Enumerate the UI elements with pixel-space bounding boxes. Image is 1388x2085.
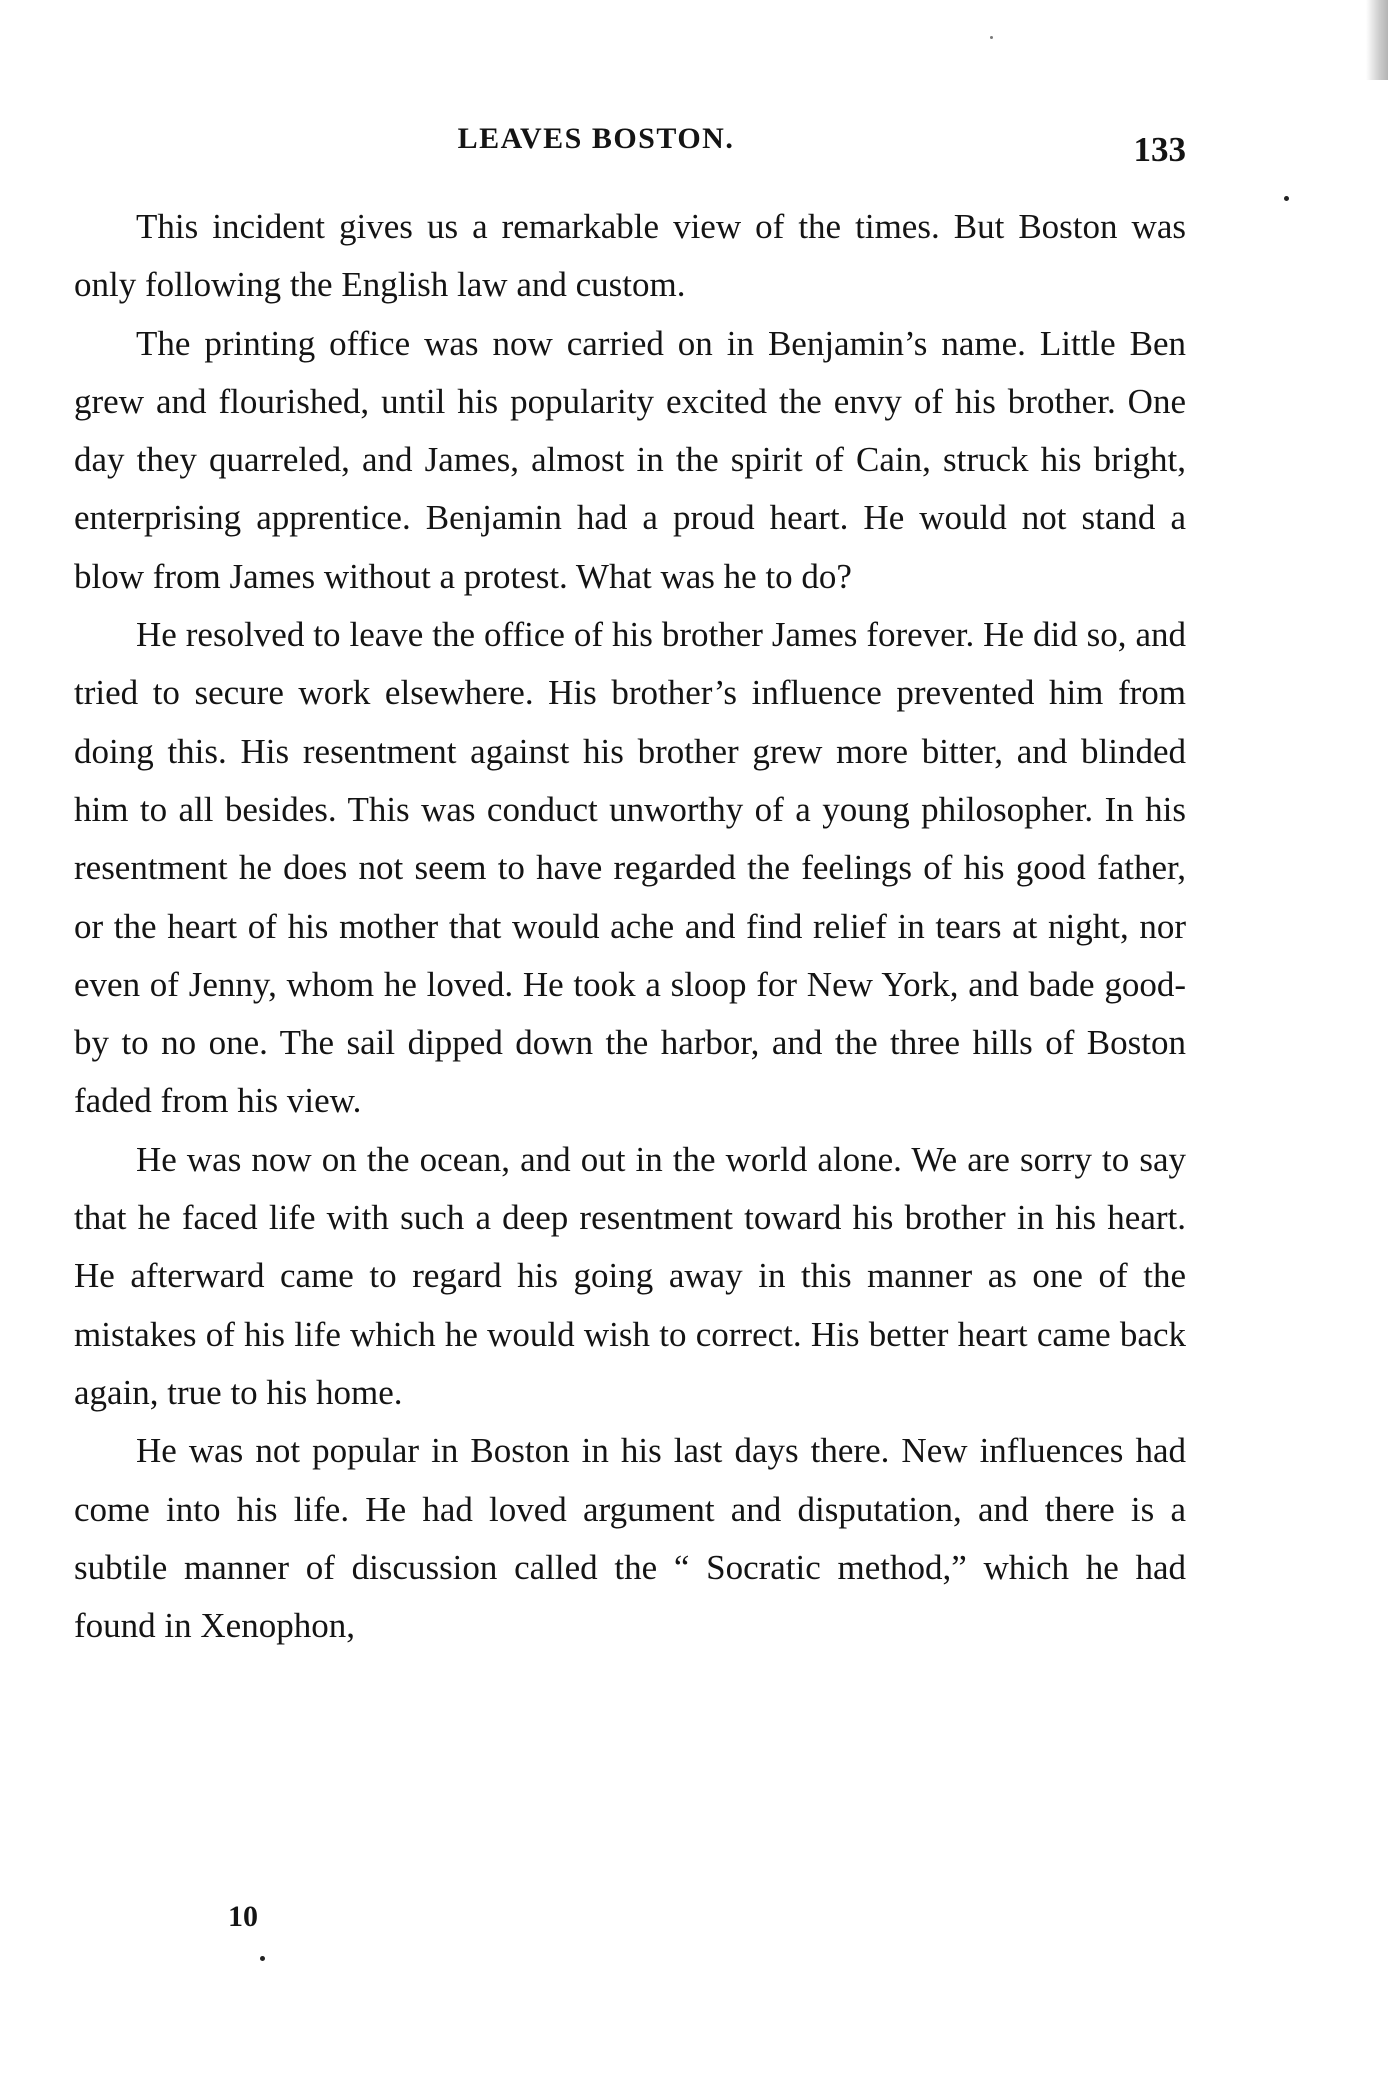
paragraph: This incident gives us a remarkable view of the times. But Boston was only following the English law and custom. [74,207,1186,305]
ink-speck [260,1956,265,1961]
paragraph: He was now on the ocean, and out in the world alone. We are sorry to say that he faced life with such a deep resentment toward his brother in his heart. He afterward came to regard his going away in this manner as one of the mistakes of his life which he would wish to correct. His better heart came back again, true to his home. [74,1139,1186,1412]
paragraph: He was not popular in Boston in his last days there. New influences had come into his life. He had loved argument and disputation, and there is a subtile manner of discussion called the “ Socratic method,” which he had found in Xenophon, [74,1431,1186,1646]
running-head [76,118,1186,178]
paragraph: He resolved to leave the office of his brother James forever. He did so, and tried to secure work elsewhere. His brother’s influence prevented him from doing this. His resentment against his brother grew more bitter, and blinded him to all besides. This was conduct unworthy of a young philosopher. In his resentment he does not seem to have regarded the feelings of his good father, or the heart of his mother that would ache and find relief in tears at night, nor even of Jenny, whom he loved. He took a sloop for New York, and bade good-by to no one. The sail dipped down the harbor, and the three hills of Boston faded from his view. [74,615,1186,1121]
page-edge-smudge [1366,0,1388,80]
signature-mark: 10 [228,1900,258,1933]
running-head-title: LEAVES BOSTON. [457,122,735,155]
body-text [74,198,1186,1655]
paragraph: The printing office was now carried on in Benjamin’s name. Little Ben grew and flourished, until his popularity excited the envy of his brother. One day they quarreled, and James, almost in the spirit of Cain, struck his bright, enterprising apprentice. Benjamin had a proud heart. He would not stand a blow from James without a protest. What was he to do? [74,323,1186,596]
ink-speck [1284,196,1289,201]
ink-speck [990,36,993,39]
page-number: 133 [1133,130,1186,169]
